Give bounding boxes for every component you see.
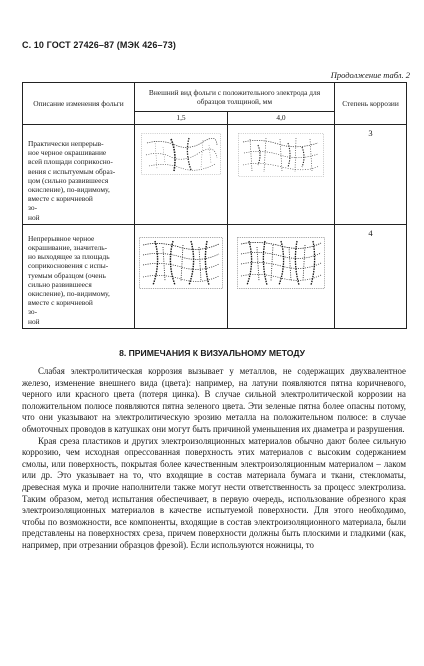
paragraph: Края среза пластиков и других электроизоляционных материалов обычно дают более сильную коррозию, чем исходная опрессованная поверхность этих материалов с высоким содержанием смолы, или поверхность, покрытая более качественным электроизоляционным материалом – лаком или др. Это указывает на то, что входящие в состав материала бумага и ткани, стекломаты, древесная мука и прочие наполнители также могут нести ответственность за процесс электролиза. Таким образом, метод испытания обеспечивает, в первую очередь, использование обрезного края электроизоляционных материалов в качестве испытуемой поверхности. Для этого необходимо, чтобы по возможности, все компоненты, входящие в состав электроизоляционного материала, были представлены на поверхностях среза, причем поверхности должны быть плоскими и гладкими (как, например, при отрезании образцов фрезой). Если используются ножницы, то bbox=[22, 435, 406, 550]
paragraph: Слабая электролитическая коррозия вызывает у металлов, не содержащих двухвалентное железо, изменение внешнего вида (цвета): например, на латуни появляются пятна коричневого, черного или красного цвета (потеря цинка). В случае сильной электролитической коррозии на положительном полюсе появляются пятна зеленого цвета. Эти зеленые пятна более опасны потому, что они указывают на электролитическую эрозию металла на положительном полюсе: в случае обмоточных проводов в катушках они могут быть причиной уменьшения их диаметра и разрушения. bbox=[22, 366, 406, 434]
corrosion-degree: 3 bbox=[335, 125, 407, 225]
header-thickness-2: 4,0 bbox=[228, 112, 335, 125]
section-title: 8. ПРИМЕЧАНИЯ К ВИЗУАЛЬНОМУ МЕТОДУ bbox=[119, 348, 305, 358]
corrosion-degree: 4 bbox=[335, 224, 407, 328]
body-text bbox=[22, 366, 406, 552]
header-thickness-1: 1,5 bbox=[135, 112, 228, 125]
corrosion-sample-image bbox=[139, 237, 223, 289]
table-continuation-label: Продолжение табл. 2 bbox=[330, 70, 410, 80]
table-row bbox=[23, 224, 407, 328]
corrosion-sample-image bbox=[238, 133, 324, 177]
header-appearance: Внешний вид фольги с положительного электрода для образцов толщиной, мм bbox=[135, 83, 335, 112]
page-header: С. 10 ГОСТ 27426–87 (МЭК 426–73) bbox=[22, 40, 176, 50]
sample-image-cell bbox=[228, 224, 335, 328]
sample-image-cell bbox=[228, 125, 335, 225]
corrosion-table bbox=[22, 82, 407, 329]
header-degree: Степень коррозии bbox=[335, 83, 407, 125]
corrosion-sample-image bbox=[237, 237, 325, 289]
corrosion-sample-image bbox=[141, 133, 221, 175]
row-description: Практически непрерыв- ное черное окрашивание всей площади соприкосно- вения с испытуемым образ- цом (сильно развившееся окисление), по-видимому, вместе с коричневой зо- ной bbox=[23, 125, 135, 225]
sample-image-cell bbox=[135, 125, 228, 225]
table-row bbox=[23, 125, 407, 225]
row-description: Непрерывное черное окрашивание, значитель- но выходящее за площадь соприкосновения с испы- туемым образцом (очень сильно развившееся окисление), по-видимому, вместе с коричневой зо- ной bbox=[23, 224, 135, 328]
header-description: Описание изменения фольги bbox=[23, 83, 135, 125]
sample-image-cell bbox=[135, 224, 228, 328]
